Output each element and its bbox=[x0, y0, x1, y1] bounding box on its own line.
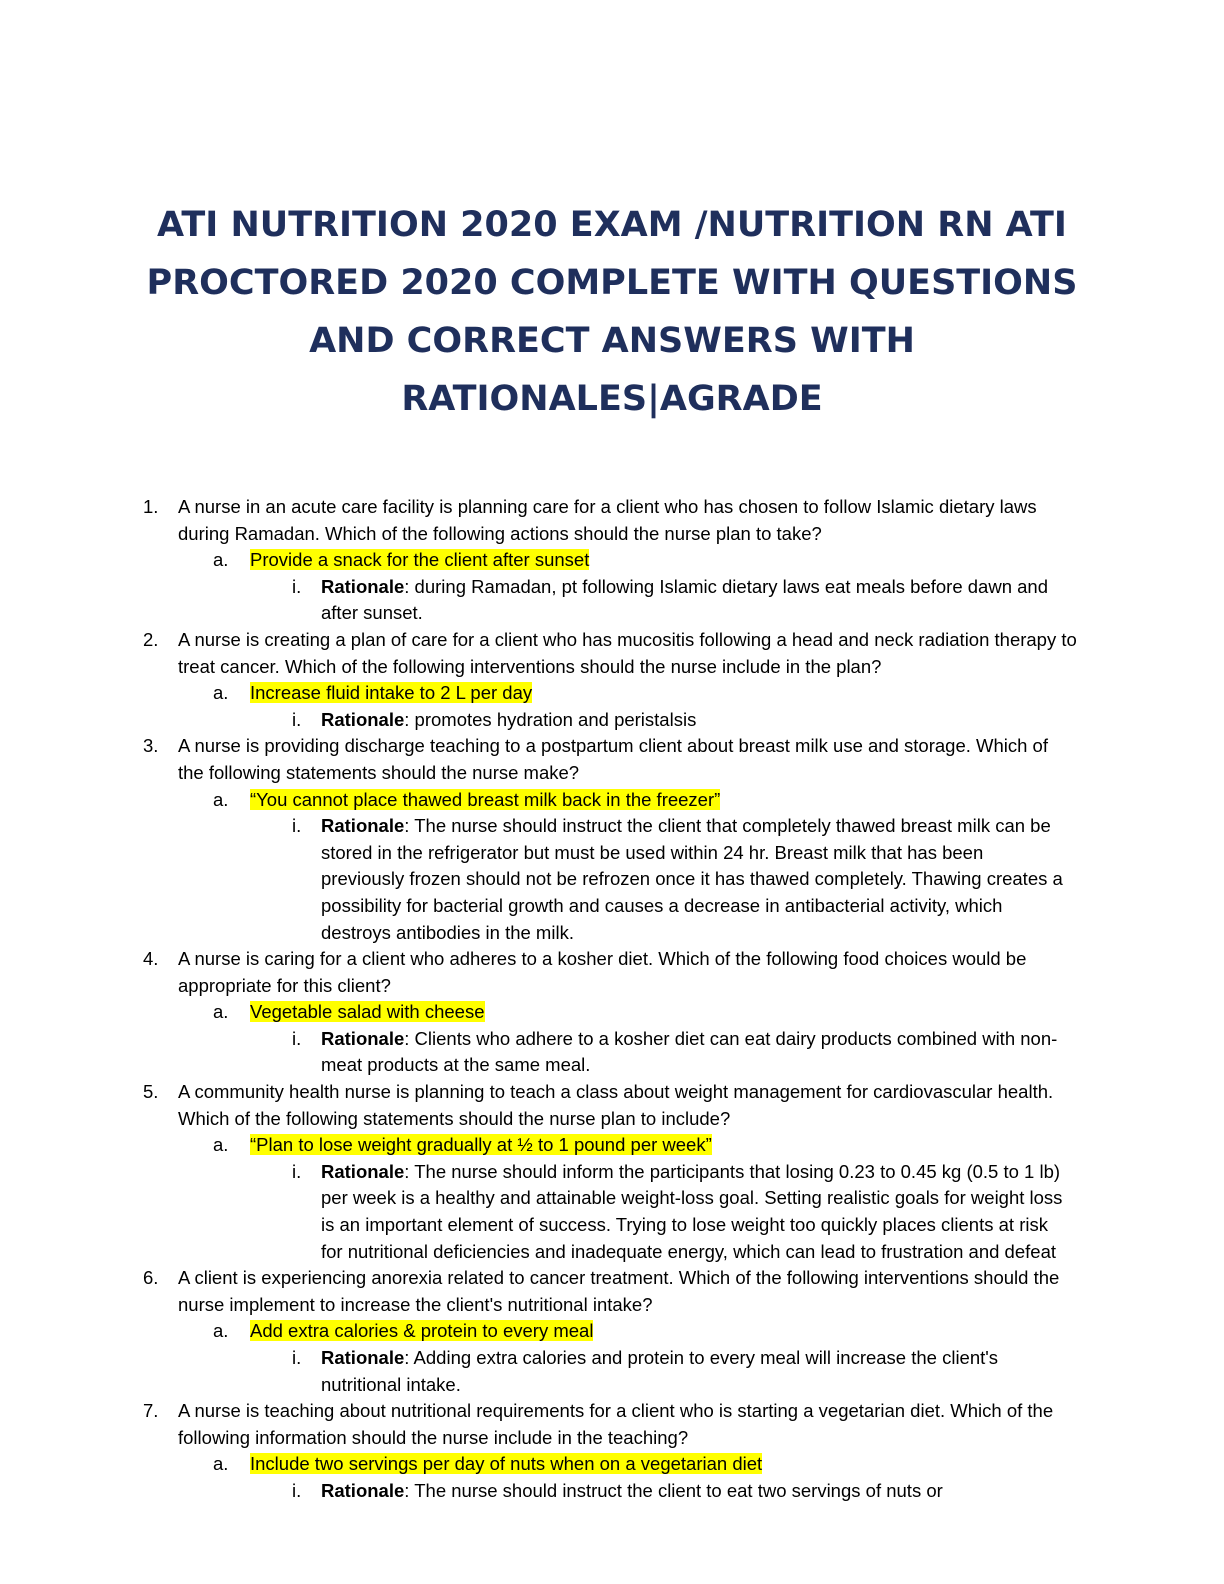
title-line: RATIONALES|AGRADE bbox=[401, 379, 823, 419]
question-item bbox=[0, 1079, 1078, 1132]
document-title bbox=[100, 196, 1124, 428]
question-item bbox=[0, 1265, 1078, 1318]
rationale-item bbox=[0, 813, 1071, 946]
question-item bbox=[0, 494, 1078, 547]
rationale-number: i. bbox=[292, 1160, 302, 1182]
question-text: A client is experiencing anorexia related to cancer treatment. Which of the following interventions should the nurse implement to increase the client's nutritional intake? bbox=[178, 1267, 1060, 1315]
rationale-label: Rationale bbox=[321, 1160, 405, 1182]
answer-text: Provide a snack for the client after sunset bbox=[250, 549, 590, 571]
title-line: AND CORRECT ANSWERS WITH bbox=[309, 321, 915, 361]
answer-letter: a. bbox=[213, 1320, 229, 1342]
rationale-text: : Clients who adhere to a kosher diet can eat dairy products combined with non-meat products at the same meal. bbox=[321, 1027, 1058, 1076]
question-text: A nurse is teaching about nutritional requirements for a client who is starting a vegetarian diet. Which of the following information should the nurse include in the teaching? bbox=[178, 1400, 1054, 1448]
rationale-text: : The nurse should instruct the client that completely thawed breast milk can be stored in the refrigerator but must be used within 24 hr. Breast milk that has been previously frozen should not be refrozen once it has thawed completely. Thawing creates a possibility for bacterial growth and causes a decrease in antibacterial activity, which destroys antibodies in the milk. bbox=[321, 815, 1063, 943]
answer-letter: a. bbox=[213, 549, 229, 571]
answer-item bbox=[0, 1451, 1224, 1478]
rationale-text: : during Ramadan, pt following Islamic dietary laws eat meals before dawn and after sunset. bbox=[321, 575, 1049, 624]
answer-item bbox=[0, 680, 1224, 707]
rationale-label: Rationale bbox=[321, 1347, 405, 1368]
rationale-number: i. bbox=[292, 708, 302, 730]
rationale-label: Rationale bbox=[321, 1027, 405, 1049]
question-text: A nurse is creating a plan of care for a client who has mucositis following a head and neck radiation therapy to treat cancer. Which of the following interventions should the nurse include in the plan? bbox=[178, 628, 1077, 677]
question-item bbox=[0, 1398, 1078, 1451]
question-number: 6. bbox=[143, 1267, 159, 1289]
answer-item bbox=[0, 787, 1224, 814]
rationale-item bbox=[0, 1026, 1071, 1079]
question-number: 3. bbox=[143, 735, 159, 757]
rationale-item bbox=[0, 1345, 1071, 1398]
answer-text: Increase fluid intake to 2 L per day bbox=[250, 682, 533, 704]
answer-letter: a. bbox=[213, 1453, 229, 1475]
rationale-label: Rationale bbox=[321, 575, 405, 597]
rationale-item bbox=[0, 707, 1071, 734]
answer-item bbox=[0, 1318, 1224, 1345]
question-list bbox=[0, 494, 1224, 1505]
rationale-text: : The nurse should inform the participants that losing 0.23 to 0.45 kg (0.5 to 1 lb) per week is a healthy and attainable weight-loss goal. Setting realistic goals for weight loss is an important element of success. Trying to lose weight too quickly places clients at risk for nutritional deficiencies and inadequate energy, which can lead to frustration and defeat bbox=[321, 1160, 1063, 1262]
title-line: ATI NUTRITION 2020 EXAM /NUTRITION RN ATI bbox=[157, 205, 1067, 245]
rationale-text: : The nurse should instruct the client to eat two servings of nuts or bbox=[404, 1479, 943, 1501]
rationale-label: Rationale bbox=[321, 708, 405, 730]
answer-text: Vegetable salad with cheese bbox=[250, 1001, 485, 1023]
question-text: A nurse in an acute care facility is planning care for a client who has chosen to follow Islamic dietary laws during Ramadan. Which of the following actions should the nurse plan to take? bbox=[178, 496, 1037, 544]
answer-item bbox=[0, 1132, 1224, 1159]
question-text: A nurse is caring for a client who adheres to a kosher diet. Which of the following food choices would be appropriate for this client? bbox=[178, 948, 1027, 996]
question-number: 7. bbox=[143, 1400, 159, 1422]
rationale-text: : Adding extra calories and protein to every meal will increase the client's nutritional intake. bbox=[321, 1347, 999, 1395]
answer-text: Add extra calories & protein to every meal bbox=[250, 1320, 594, 1342]
rationale-number: i. bbox=[292, 575, 302, 597]
answer-text: Include two servings per day of nuts when on a vegetarian diet bbox=[250, 1453, 763, 1475]
rationale-number: i. bbox=[292, 815, 302, 837]
rationale-item bbox=[0, 1159, 1071, 1265]
question-text: A nurse is providing discharge teaching to a postpartum client about breast milk use and storage. Which of the following statements should the nurse make? bbox=[178, 735, 1048, 783]
answer-text: “You cannot place thawed breast milk back in the freezer” bbox=[250, 788, 721, 810]
rationale-text: : promotes hydration and peristalsis bbox=[404, 708, 697, 730]
title-line: PROCTORED 2020 COMPLETE WITH QUESTIONS bbox=[146, 263, 1078, 303]
rationale-number: i. bbox=[292, 1347, 302, 1368]
question-text: A community health nurse is planning to teach a class about weight management for cardiovascular health. Which of the following statements should the nurse plan to include? bbox=[178, 1081, 1054, 1129]
answer-text: “Plan to lose weight gradually at ½ to 1 pound per week” bbox=[250, 1134, 712, 1156]
question-number: 4. bbox=[143, 948, 159, 970]
answer-letter: a. bbox=[213, 682, 229, 704]
rationale-label: Rationale bbox=[321, 1479, 405, 1501]
question-number: 5. bbox=[143, 1081, 159, 1103]
rationale-number: i. bbox=[292, 1479, 302, 1501]
rationale-item bbox=[0, 1478, 1071, 1505]
answer-item bbox=[0, 547, 1224, 574]
question-number: 2. bbox=[143, 628, 159, 650]
answer-letter: a. bbox=[213, 1001, 229, 1023]
answer-letter: a. bbox=[213, 788, 229, 810]
question-item bbox=[0, 946, 1078, 999]
rationale-label: Rationale bbox=[321, 815, 405, 837]
question-number: 1. bbox=[143, 496, 159, 517]
rationale-number: i. bbox=[292, 1027, 302, 1049]
answer-item bbox=[0, 999, 1224, 1026]
question-item bbox=[0, 627, 1078, 680]
rationale-item bbox=[0, 574, 1071, 627]
answer-letter: a. bbox=[213, 1134, 229, 1156]
question-item bbox=[0, 733, 1078, 786]
